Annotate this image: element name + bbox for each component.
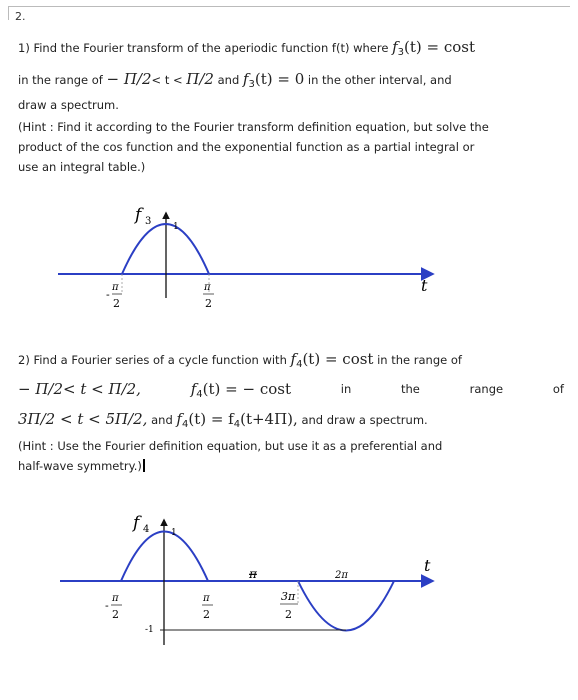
p2-hint-open: (Hint: [18, 439, 47, 453]
g2-neg-num: π: [112, 593, 119, 604]
p1-range-intro: in the range of: [18, 73, 103, 87]
p2-range-intro: in the range of: [377, 353, 462, 367]
p2-range-1: − Π/2< t < Π/2,: [18, 380, 141, 398]
f4-period-a: (t) = f: [188, 410, 234, 428]
f3-subscript-2: 3: [248, 79, 255, 90]
p1-line-1: [18, 39, 564, 61]
p1-hint-1: (Hint : Find it according to the Fourier transform definition equation, but solve the: [18, 120, 489, 134]
g2-func-label: f: [133, 513, 140, 533]
g2-three-pi-num: 3π: [281, 590, 296, 603]
p2-line-3: [18, 411, 564, 433]
f3-subscript: 3: [397, 47, 405, 58]
f4-symbol-3: f: [176, 410, 182, 428]
f4-subscript-3: 4: [181, 419, 189, 430]
p2-of: of: [552, 382, 564, 396]
f4-definition: (t) = cost: [302, 350, 374, 368]
p2-hint-end: half-wave symmetry.): [18, 459, 142, 473]
f4-subscript-2: 4: [196, 389, 203, 400]
g1-pos-den: 2: [205, 297, 212, 310]
page-border-top: [8, 6, 570, 7]
g2-two-pi-label: 2π: [335, 570, 348, 581]
f4-neg-cos: (t) = − cost: [202, 380, 291, 398]
p2-spectrum: and draw a spectrum.: [301, 413, 428, 427]
p2-line-1: [18, 351, 564, 373]
g1-neg-num: π: [112, 282, 119, 293]
p1-and: and: [217, 73, 240, 87]
p2-hint-1: [18, 438, 564, 454]
g1-t-label: t: [421, 276, 428, 295]
g1-func-sub: 3: [145, 216, 152, 227]
p1-line-3: draw a spectrum.: [18, 98, 119, 112]
g2-minus-one-label: -1: [145, 625, 154, 635]
p2-range-word: range: [469, 382, 504, 396]
f4-symbol: f: [290, 350, 297, 368]
g1-peak-label: 1: [173, 222, 179, 232]
p1-range-high: Π/2: [186, 70, 214, 88]
g2-neg-sign: -: [105, 599, 109, 612]
g2-func-sub: 4: [143, 524, 150, 535]
g1-pos-num: π: [204, 282, 211, 293]
text-cursor: [143, 459, 145, 472]
p1-other-interval: in the other interval, and: [307, 73, 452, 87]
g2-cos-hump: [121, 532, 208, 582]
g2-t-label: t: [424, 556, 431, 575]
g1-neg-sign: -: [106, 288, 110, 301]
g1-cos-hump: [122, 224, 209, 274]
p1-hint-3: use an integral table.): [18, 160, 146, 174]
f4-subscript: 4: [296, 359, 303, 370]
p2-line-2: [18, 381, 564, 403]
p1-line-2: [18, 71, 564, 93]
p2-the: the: [401, 382, 420, 396]
page-border-left: [8, 6, 9, 20]
g1-func-label: f: [135, 205, 142, 225]
f3-zero: (t) = 0: [254, 70, 305, 88]
f3-symbol-2: f: [242, 70, 249, 88]
f3-definition: (t) = cost: [404, 38, 476, 56]
g2-pi-label: π: [249, 567, 257, 581]
g1-neg-den: 2: [113, 297, 120, 310]
g2-pos-den: 2: [203, 608, 210, 621]
f4-period-b: (t+4Π),: [240, 410, 298, 428]
p2-and: and: [151, 413, 173, 427]
p1-hint-2: product of the cos function and the exponential function as a partial integral or: [18, 140, 475, 154]
g2-three-pi-den: 2: [285, 608, 292, 621]
p2-intro: 2) Find a Fourier series of a cycle function with: [18, 353, 287, 367]
f4-symbol-2: f: [190, 380, 197, 398]
p2-in: in: [340, 382, 352, 396]
p1-range-mid: < t <: [151, 73, 183, 87]
p2-hint-2: [18, 458, 564, 474]
g2-neg-den: 2: [112, 608, 119, 621]
p2-range-2: 3Π/2 < t < 5Π/2,: [18, 410, 148, 428]
f3-symbol: f: [392, 38, 398, 56]
f4-subscript-4: 4: [233, 419, 241, 430]
g2-pos-num: π: [203, 593, 210, 604]
problem-number: 2.: [15, 10, 26, 23]
p1-intro: 1) Find the Fourier transform of the aperiodic function f(t) where: [18, 41, 389, 55]
g2-neg-cos-trough: [298, 581, 394, 631]
p1-range-low: − Π/2: [106, 70, 152, 88]
p2-hint-text: : Use the Fourier definition equation, but use it as a preferential and: [49, 439, 443, 453]
g2-peak-label: 1: [171, 528, 177, 538]
